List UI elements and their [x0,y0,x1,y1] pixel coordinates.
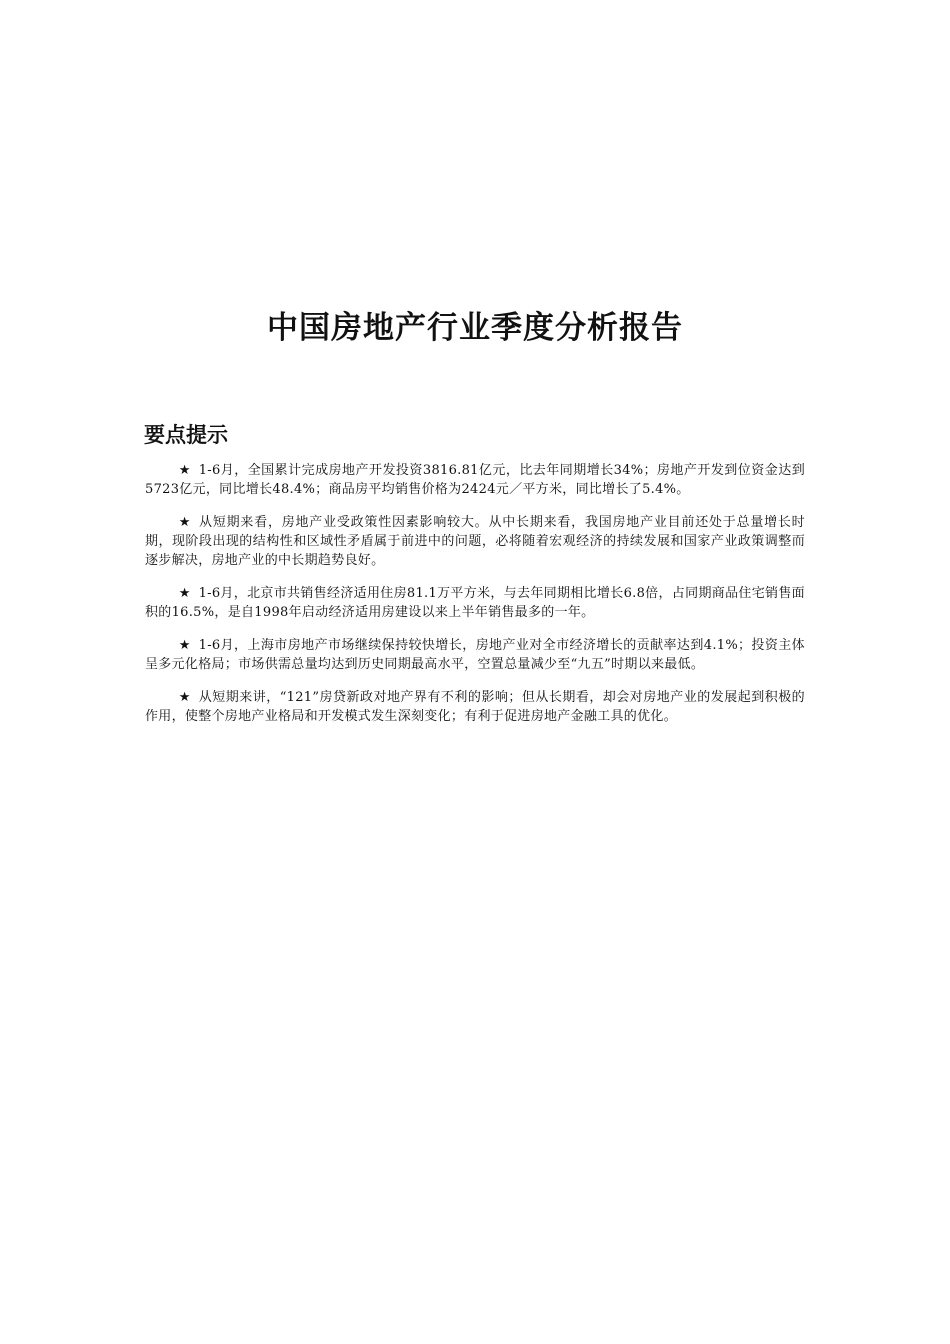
star-bullet-icon: ★ [178,690,191,705]
key-points-list [145,461,805,740]
key-point-item [145,584,805,622]
star-bullet-icon: ★ [178,586,191,601]
document-title: 中国房地产行业季度分析报告 [267,310,683,346]
section-heading-key-points: 要点提示 [144,423,228,447]
key-point-item [145,688,805,726]
key-point-text: 1-6月，全国累计完成房地产开发投资3816.81亿元，比去年同期增长34%；房地产开发到位资金达到5723亿元，同比增长48.4%；商品房平均销售价格为2424元／平方米，同比增长了5.4%。 [145,463,805,497]
key-point-text: 1-6月，北京市共销售经济适用住房81.1万平方米，与去年同期相比增长6.8倍，占同期商品住宅销售面积的16.5%，是自1998年启动经济适用房建设以来上半年销售最多的一年。 [145,586,805,620]
key-point-item [145,513,805,570]
key-point-item [145,461,805,499]
key-point-text: 从短期来看，房地产业受政策性因素影响较大。从中长期来看，我国房地产业目前还处于总量增长时期，现阶段出现的结构性和区域性矛盾属于前进中的问题，必将随着宏观经济的持续发展和国家产业政策调整而逐步解决，房地产业的中长期趋势良好。 [145,515,805,568]
key-point-text: 从短期来讲，“121”房贷新政对地产界有不利的影响；但从长期看，却会对房地产业的发展起到积极的作用，使整个房地产业格局和开发模式发生深刻变化；有利于促进房地产金融工具的优化。 [145,690,805,724]
star-bullet-icon: ★ [178,463,191,478]
key-point-item [145,636,805,674]
key-point-text: 1-6月，上海市房地产市场继续保持较快增长，房地产业对全市经济增长的贡献率达到4.1%；投资主体呈多元化格局；市场供需总量均达到历史同期最高水平，空置总量减少至“九五”时期以来最低。 [145,638,805,672]
star-bullet-icon: ★ [178,638,191,653]
star-bullet-icon: ★ [178,515,192,530]
